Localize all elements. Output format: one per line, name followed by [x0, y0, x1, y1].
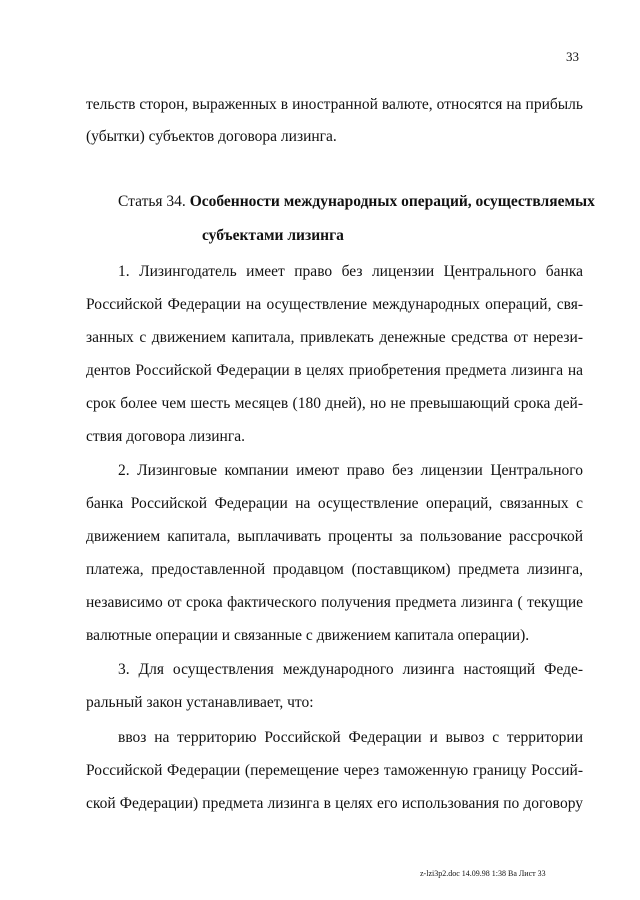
text-line: срок более чем шесть месяцев (180 дней), но не превышающий срока дей-	[86, 395, 583, 412]
text-line: 3. Для осуществления международного лизинга настоящий Феде-	[118, 661, 583, 678]
text-line: дентов Российской Федерации в целях приобретения предмета лизинга на	[86, 362, 583, 379]
text-line: ской Федерации) предмета лизинга в целях его использования по договору	[86, 795, 583, 812]
text-line: ральный закон устанавливает, что:	[86, 694, 314, 711]
article-title-continued: субъектами лизинга	[202, 227, 344, 244]
document-footer: z-lzi3p2.doc 14.09.98 1:38 Ва Лист 33	[420, 869, 546, 878]
text-line: Российской Федерации на осуществление международных операций, свя-	[86, 296, 583, 313]
text-line: независимо от срока фактического получения предмета лизинга ( текущие	[86, 594, 583, 611]
article-title: Особенности международных операций, осуществляемых	[189, 193, 595, 210]
text-line: занных с движением капитала, привлекать денежные средства от нерези-	[86, 329, 583, 346]
text-line: платежа, предоставленной продавцом (поставщиком) предмета лизинга,	[86, 561, 583, 578]
text-line: ствия договора лизинга.	[86, 428, 245, 445]
text-line: банка Российской Федерации на осуществление операций, связанных с	[86, 495, 583, 512]
text-line: Российской Федерации (перемещение через таможенную границу Россий-	[86, 762, 583, 779]
text-line: (убытки) субъектов договора лизинга.	[86, 128, 337, 145]
text-line: движением капитала, выплачивать проценты за пользование рассрочкой	[86, 528, 583, 545]
text-line: ввоз на территорию Российской Федерации и вывоз с территории	[118, 729, 583, 746]
page-number: 33	[566, 49, 579, 64]
article-number: Статья 34.	[118, 193, 186, 210]
text-line: 2. Лизинговые компании имеют право без лицензии Центрального	[118, 462, 583, 479]
text-line: валютные операции и связанные с движением капитала операции).	[86, 627, 530, 644]
text-line: тельств сторон, выраженных в иностранной валюте, относятся на прибыль	[86, 96, 583, 113]
text-line: 1. Лизингодатель имеет право без лицензии Центрального банка	[118, 263, 583, 280]
